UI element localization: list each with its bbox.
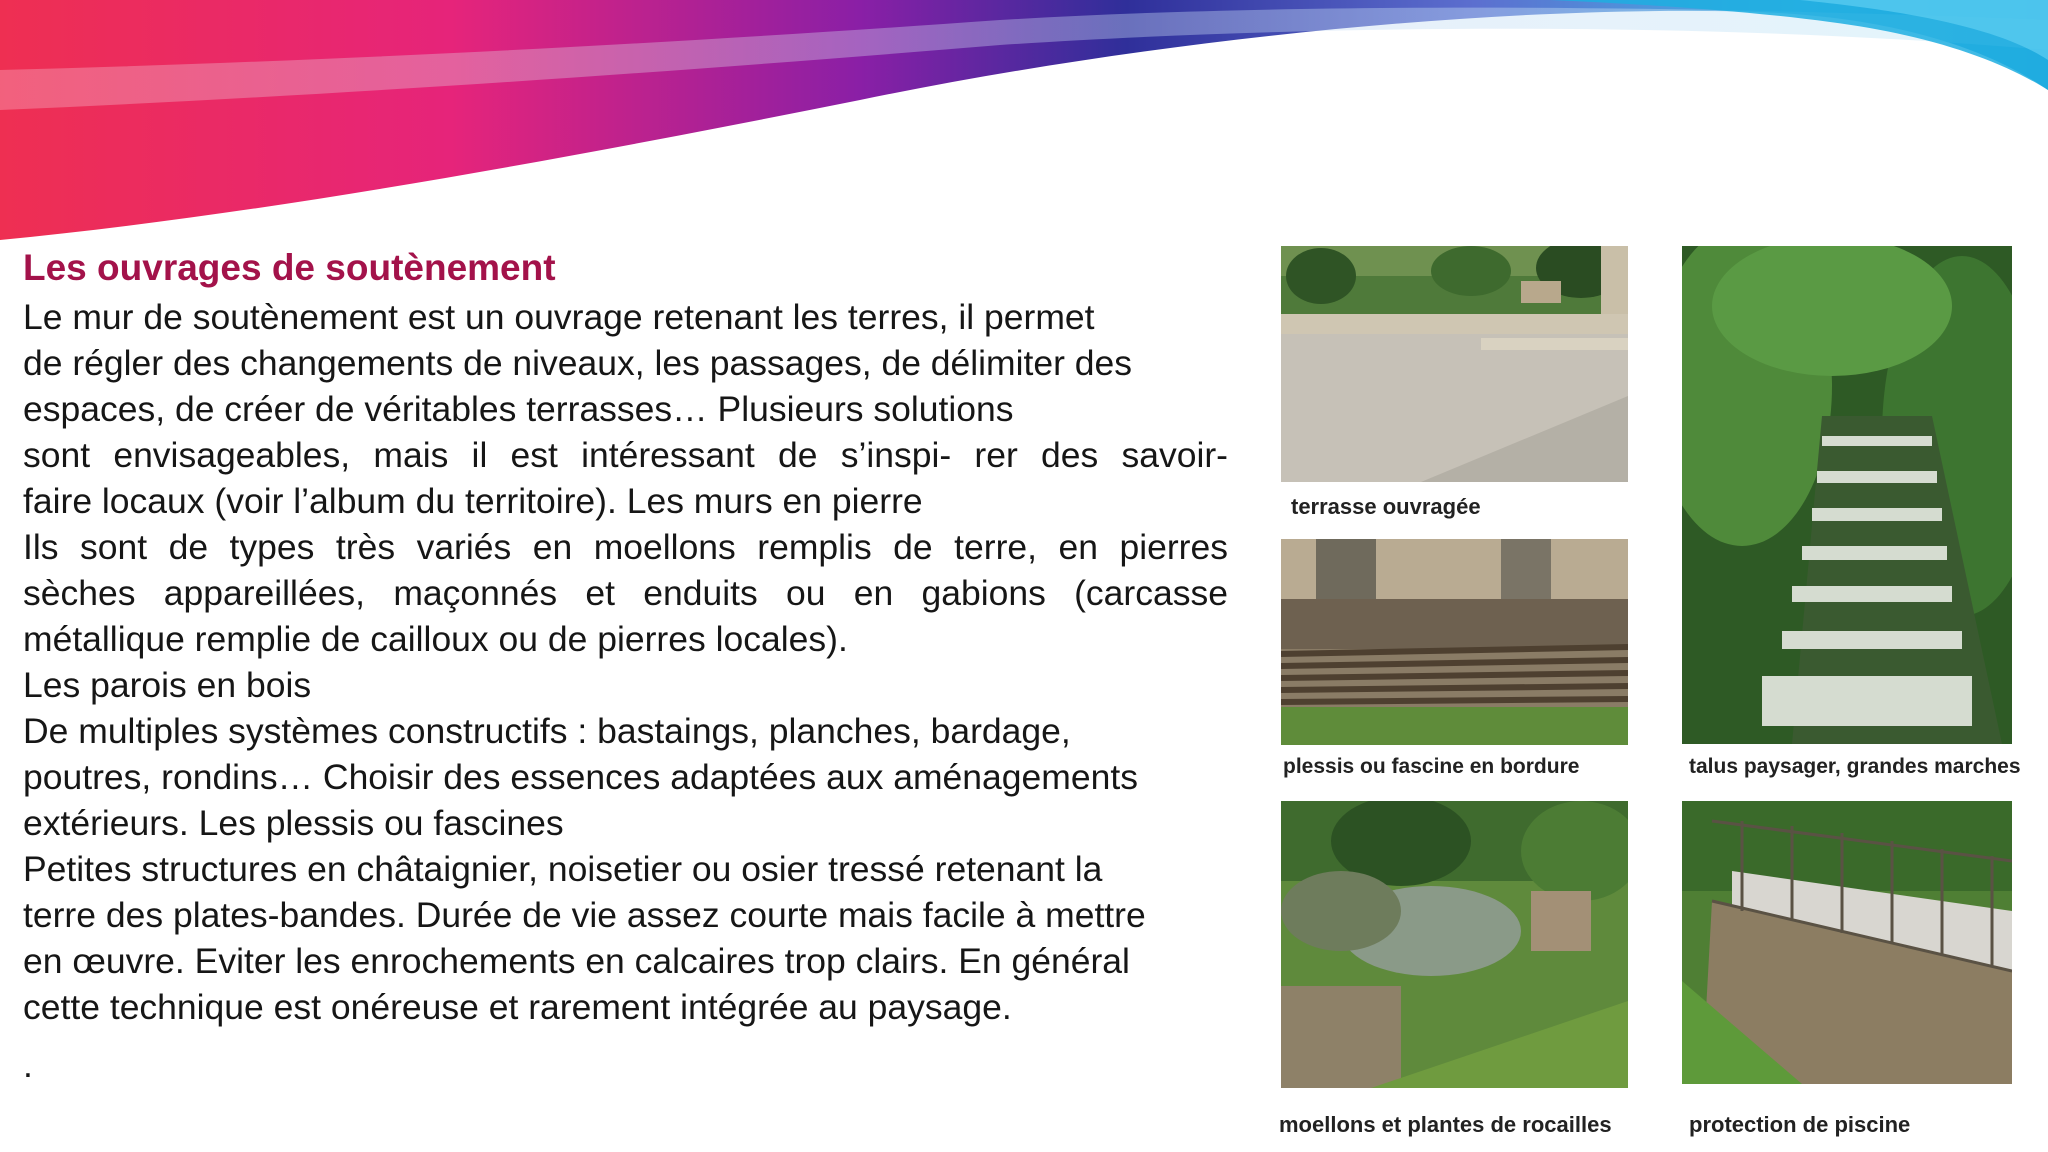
plessis-photo <box>1281 539 1628 745</box>
body-line: sont envisageables, mais il est intéressant de s’inspi- rer des savoir- <box>23 435 1228 475</box>
body-line: de régler des changements de niveaux, les passages, de délimiter des <box>23 343 1133 383</box>
body-line: poutres, rondins… Choisir des essences adaptées aux aménagements <box>23 757 1138 797</box>
terrasse-photo <box>1281 246 1628 482</box>
header-banner-graphic <box>0 0 2048 250</box>
body-line: faire locaux (voir l’album du territoire). Les murs en pierre <box>23 481 923 521</box>
plessis-caption: plessis ou fascine en bordure <box>1283 755 1580 778</box>
body-line: cette technique est onéreuse et rarement intégrée au paysage. <box>23 987 1012 1027</box>
body-line: Petites structures en châtaignier, noisetier ou osier tressé retenant la <box>23 849 1103 889</box>
body-line: sèches appareillées, maçonnés et enduits ou en gabions (carcasse <box>23 573 1228 613</box>
piscine-caption: protection de piscine <box>1689 1112 1911 1137</box>
body-line: Les parois en bois <box>23 665 312 705</box>
moellons-photo <box>1281 801 1628 1088</box>
body-line: Ils sont de types très variés en moellons remplis de terre, en pierres <box>23 527 1228 567</box>
body-line: De multiples systèmes constructifs : bastaings, planches, bardage, <box>23 711 1071 751</box>
body-line: espaces, de créer de véritables terrasses… Plusieurs solutions <box>23 389 1014 429</box>
body-line: . <box>23 1045 33 1085</box>
body-line: en œuvre. Eviter les enrochements en calcaires trop clairs. En général <box>23 941 1130 981</box>
talus-photo <box>1682 246 2012 744</box>
slide-title: Les ouvrages de soutènement <box>23 247 556 288</box>
body-line: Le mur de soutènement est un ouvrage retenant les terres, il permet <box>23 297 1095 337</box>
body-line: métallique remplie de cailloux ou de pierres locales). <box>23 619 848 659</box>
talus-caption: talus paysager, grandes marches <box>1689 755 2021 778</box>
body-line: terre des plates-bandes. Durée de vie assez courte mais facile à mettre <box>23 895 1146 935</box>
body-text <box>23 294 1228 1088</box>
piscine-photo <box>1682 801 2012 1084</box>
terrasse-caption: terrasse ouvragée <box>1291 494 1481 519</box>
moellons-caption: moellons et plantes de rocailles <box>1279 1112 1612 1137</box>
body-line: extérieurs. Les plessis ou fascines <box>23 803 564 843</box>
